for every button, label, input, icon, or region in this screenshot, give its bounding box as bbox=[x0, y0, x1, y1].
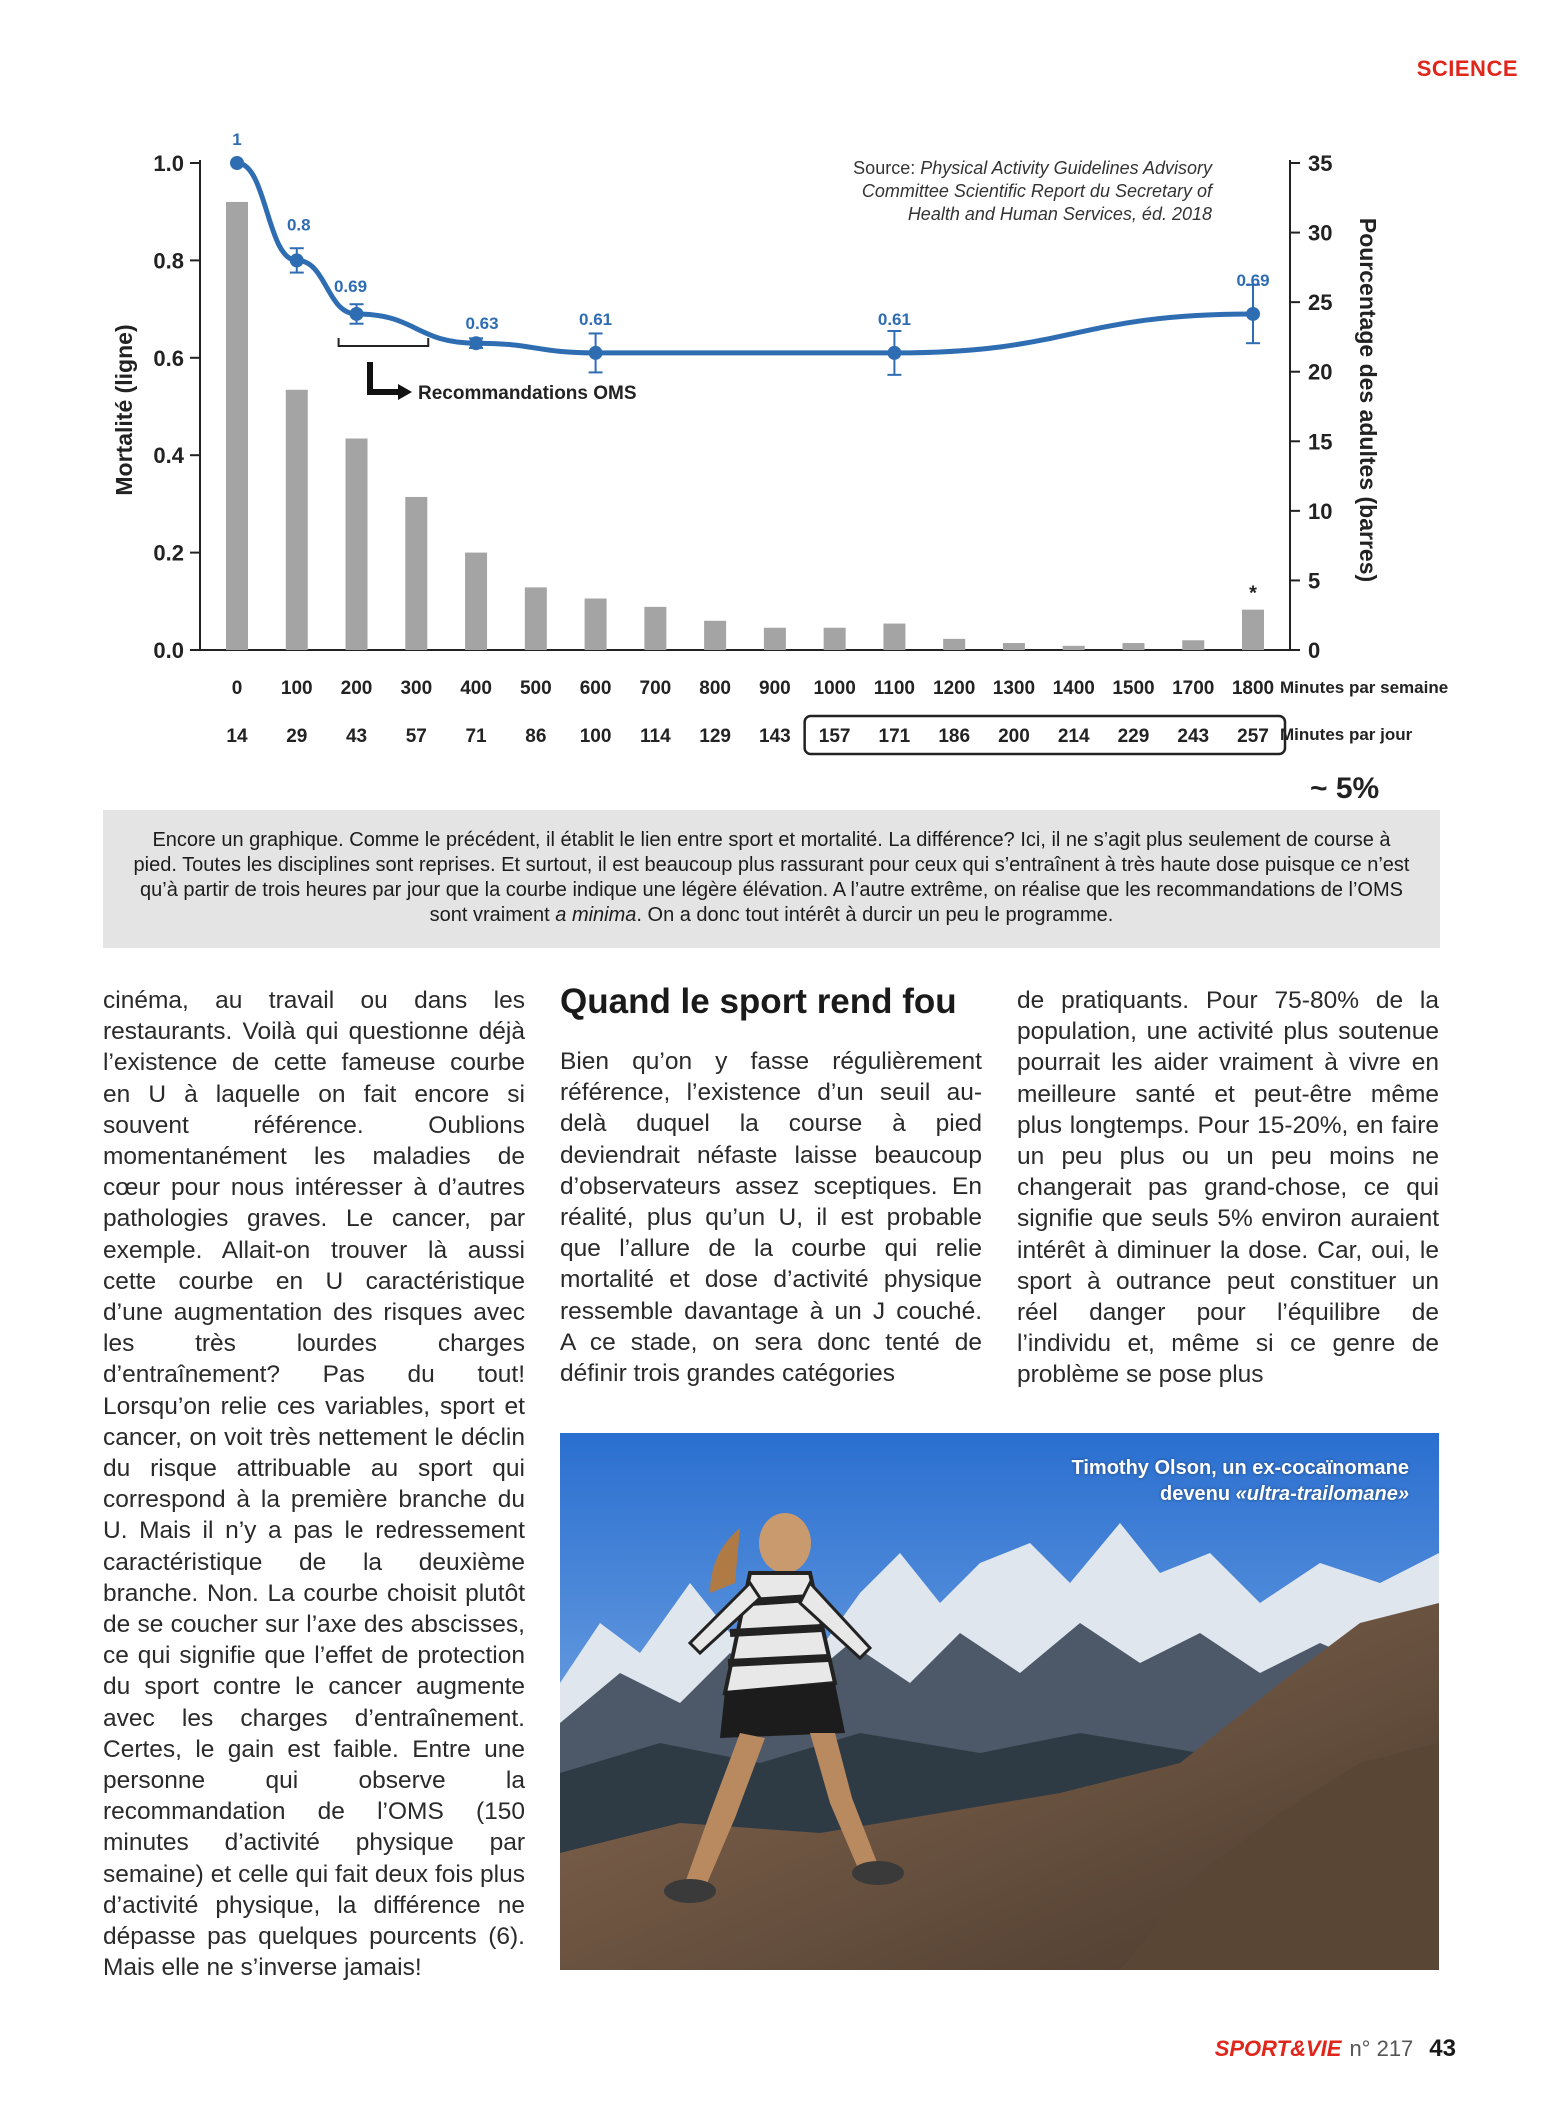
article-column-3: de pratiquants. Pour 75-80% de la population, une activité plus soutenue pourrait les aider vraiment à vivre en meilleure santé et peut-être même plus longtemps. Pour 15-20%, en faire un peu plus ou un peu moins ne changerait pas grand-chose, ce qui signifie que seuls 5% environ auraient intérêt à diminuer la dose. Car, oui, le sport à outrance peut constituer un réel danger pour l’équilibre de l’individu et, même si ce genre de problème se pose plus bbox=[1017, 987, 1439, 1389]
x-tick-week: 900 bbox=[759, 678, 791, 699]
x-tick-day: 29 bbox=[286, 726, 308, 747]
x-tick-week: 1000 bbox=[813, 678, 856, 699]
x-tick-day: 186 bbox=[938, 726, 971, 747]
right-tick-label: 20 bbox=[1308, 359, 1333, 385]
x-tick-day: 71 bbox=[465, 726, 487, 747]
x-tick-week: 700 bbox=[639, 678, 672, 699]
chart-source-line2: Committee Scientific Report du Secretary of bbox=[861, 181, 1212, 201]
oms-annotation: Recommandations OMS bbox=[418, 383, 637, 404]
oms-bracket bbox=[339, 338, 429, 346]
caption-italic: a minima bbox=[555, 904, 637, 926]
x-tick-week: 100 bbox=[280, 678, 313, 699]
right-tick-label: 10 bbox=[1308, 498, 1333, 524]
x-tick-day: 14 bbox=[226, 726, 248, 747]
x-tick-day: 200 bbox=[998, 726, 1030, 747]
left-tick-label: 0.4 bbox=[153, 443, 184, 469]
chart-caption bbox=[103, 810, 1440, 948]
point-label: 0.69 bbox=[1236, 270, 1270, 290]
mountain-trail-illustration bbox=[560, 1433, 1439, 1970]
line-point bbox=[230, 156, 244, 170]
point-label: 0.63 bbox=[465, 314, 499, 334]
x-tick-day: 229 bbox=[1117, 726, 1150, 747]
x-tick-week: 1100 bbox=[873, 678, 916, 699]
x-tick-day: 157 bbox=[818, 726, 851, 747]
right-axis-title: Pourcentage des adultes (barres) bbox=[1355, 217, 1381, 583]
photo-caption bbox=[1072, 1455, 1409, 1507]
x-tick-day: 100 bbox=[579, 726, 612, 747]
x-tick-week: 500 bbox=[519, 678, 552, 699]
bar bbox=[1063, 646, 1085, 650]
point-label: 0.8 bbox=[286, 215, 311, 235]
magazine-brand: SPORT&VIE bbox=[1214, 2036, 1342, 2061]
bar bbox=[764, 628, 786, 650]
article-heading: Quand le sport rend fou bbox=[560, 982, 957, 1021]
x-tick-day: 257 bbox=[1237, 726, 1269, 747]
bar bbox=[525, 587, 547, 650]
bar bbox=[286, 390, 308, 650]
line-point bbox=[887, 346, 901, 360]
x-tick-week: 800 bbox=[699, 678, 731, 699]
bar bbox=[1182, 640, 1204, 650]
oms-arrow-head bbox=[398, 384, 412, 400]
bar bbox=[226, 202, 248, 650]
right-tick-label: 25 bbox=[1308, 290, 1333, 316]
point-label: 0.61 bbox=[579, 309, 613, 329]
right-tick-label: 35 bbox=[1308, 151, 1333, 176]
right-tick-label: 5 bbox=[1308, 568, 1321, 594]
bar bbox=[704, 621, 726, 650]
bar bbox=[883, 624, 905, 650]
x-tick-week: 300 bbox=[400, 678, 433, 699]
x-tick-day: 129 bbox=[699, 726, 731, 747]
article-column-1: cinéma, au travail ou dans les restaurants. Voilà qui questionne déjà l’existence de cette fameuse courbe en U à laquelle on fait encore si souvent référence. Oublions momentanément les maladies de cœur pour nous intéresser à d’autres pathologies graves. Le cancer, par exemple. Allait-on trouver là aussi cette courbe en U caractéristique d’une augmentation des risques avec les très lourdes charges d’entraînement? Pas du tout! Lorsqu’on relie ces variables, sport et cancer, on voit très nettement le déclin du risque attribuable au sport qui correspond à la première branche du U. Mais il n’y a pas le redressement caractéristique de la deuxième branche. Non. La courbe choisit plutôt de se coucher sur l’axe des abscisses, ce qui signifie que l’effet de protection du sport contre le cancer augmente avec les charges d’entraînement. Certes, le gain est faible. Entre une personne qui observe la recommandation de l’OMS (150 minutes d’activité physique par semaine) et celle qui fait deux fois plus d’activité physique, la différence ne dépasse pas quelques pourcents (6). Mais elle ne s’inverse jamais! bbox=[103, 987, 525, 1982]
section-tag: SCIENCE bbox=[1416, 56, 1518, 81]
bar bbox=[1003, 643, 1025, 650]
line-point bbox=[589, 346, 603, 360]
chart-bars bbox=[226, 202, 1264, 650]
percent-annotation: ~ 5% bbox=[1310, 772, 1380, 805]
bar bbox=[346, 439, 368, 650]
bar bbox=[465, 553, 487, 650]
left-tick-label: 1.0 bbox=[153, 151, 184, 176]
x-tick-day: 243 bbox=[1177, 726, 1210, 747]
x-tick-day: 43 bbox=[345, 726, 368, 747]
chart-source-line3: Health and Human Services, éd. 2018 bbox=[907, 204, 1212, 224]
x-tick-day: 86 bbox=[525, 726, 547, 747]
x-tick-week: 0 bbox=[231, 678, 243, 699]
photo-caption-prefix: devenu bbox=[1160, 1483, 1236, 1505]
left-tick-label: 0.0 bbox=[153, 638, 184, 663]
x-axis-title-day: Minutes par jour bbox=[1280, 725, 1413, 744]
x-tick-week: 1200 bbox=[933, 678, 976, 699]
x-tick-week: 1300 bbox=[992, 678, 1036, 699]
bar bbox=[405, 497, 427, 650]
bar bbox=[1122, 643, 1144, 650]
line-point bbox=[290, 253, 304, 267]
right-tick-label: 0 bbox=[1308, 638, 1321, 663]
line-point bbox=[1246, 307, 1260, 321]
oms-arrow bbox=[370, 362, 400, 392]
bar bbox=[943, 639, 965, 650]
x-tick-week: 1700 bbox=[1172, 678, 1215, 699]
photo-caption-line1: Timothy Olson, un ex-cocaïnomane bbox=[1071, 1457, 1409, 1479]
left-axis-title: Mortalité (ligne) bbox=[111, 324, 137, 496]
mortality-activity-chart bbox=[0, 110, 1548, 810]
x-tick-week: 1400 bbox=[1052, 678, 1095, 699]
left-tick-label: 0.8 bbox=[153, 248, 184, 274]
chart-labels bbox=[226, 158, 1448, 805]
right-tick-label: 15 bbox=[1308, 429, 1333, 455]
x-tick-day: 171 bbox=[878, 726, 911, 747]
photo-caption-italic: «ultra-trailomane» bbox=[1235, 1483, 1409, 1505]
x-tick-week: 1800 bbox=[1231, 678, 1275, 699]
x-tick-week: 400 bbox=[460, 678, 492, 699]
page-footer bbox=[1215, 2035, 1456, 2063]
bar-asterisk: * bbox=[1249, 582, 1257, 605]
caption-text: Encore un graphique. Comme le précédent, il établit le lien entre sport et mortalité. La différence? Ici, il ne s’agit plus seulement de course à pied. Toutes les disciplines sont reprises. Et surtout, il est beaucoup plus rassurant pour ceux qui s’entraînent à très haute dose puisque ce n’est qu’à partir de trois heures par jour que la courbe indique une légère élévation. A l’autre extrême, on réalise que les recommandations de l’OMS sont vraiment bbox=[133, 829, 1410, 926]
x-tick-week: 600 bbox=[579, 678, 612, 699]
x-tick-day: 214 bbox=[1057, 726, 1090, 747]
x-tick-week: 200 bbox=[340, 678, 373, 699]
left-tick-label: 0.2 bbox=[153, 540, 184, 566]
x-tick-day: 143 bbox=[759, 726, 791, 747]
x-axis-title-week: Minutes par semaine bbox=[1280, 678, 1449, 697]
line-point bbox=[350, 307, 364, 321]
article-column-2: Bien qu’on y fasse régulièrement référence, l’existence d’un seuil au-delà duquel la course à pied deviendrait néfaste laisse beaucoup d’observateurs assez sceptiques. En réalité, plus qu’un U, il est probable que l’allure de la courbe qui relie mortalité et dose d’activité physique ressemble davantage à un J couché. A ce stade, on sera donc tenté de définir trois grandes catégories bbox=[560, 1048, 982, 1388]
high-dose-box bbox=[805, 716, 1285, 754]
x-tick-day: 114 bbox=[640, 726, 671, 747]
chart-source-line1: Source: Physical Activity Guidelines Advisory bbox=[853, 158, 1212, 178]
left-tick-label: 0.6 bbox=[153, 345, 184, 371]
point-label: 0.61 bbox=[877, 309, 911, 329]
right-tick-label: 30 bbox=[1308, 220, 1333, 246]
x-tick-week: 1500 bbox=[1112, 678, 1155, 699]
bar bbox=[824, 628, 846, 650]
bar bbox=[585, 599, 607, 650]
caption-text-end: . On a donc tout intérêt à durcir un peu le programme. bbox=[636, 904, 1114, 926]
line-point bbox=[469, 336, 483, 350]
issue-number: n° 217 bbox=[1349, 2036, 1414, 2061]
bar bbox=[1242, 610, 1264, 650]
page-number: 43 bbox=[1429, 2035, 1456, 2062]
photo-caption-line2 bbox=[1072, 1481, 1409, 1507]
point-label: 1 bbox=[232, 130, 242, 149]
point-label: 0.69 bbox=[333, 276, 368, 296]
x-tick-day: 57 bbox=[405, 726, 427, 747]
runner-photo bbox=[560, 1433, 1439, 1970]
bar bbox=[644, 607, 666, 650]
